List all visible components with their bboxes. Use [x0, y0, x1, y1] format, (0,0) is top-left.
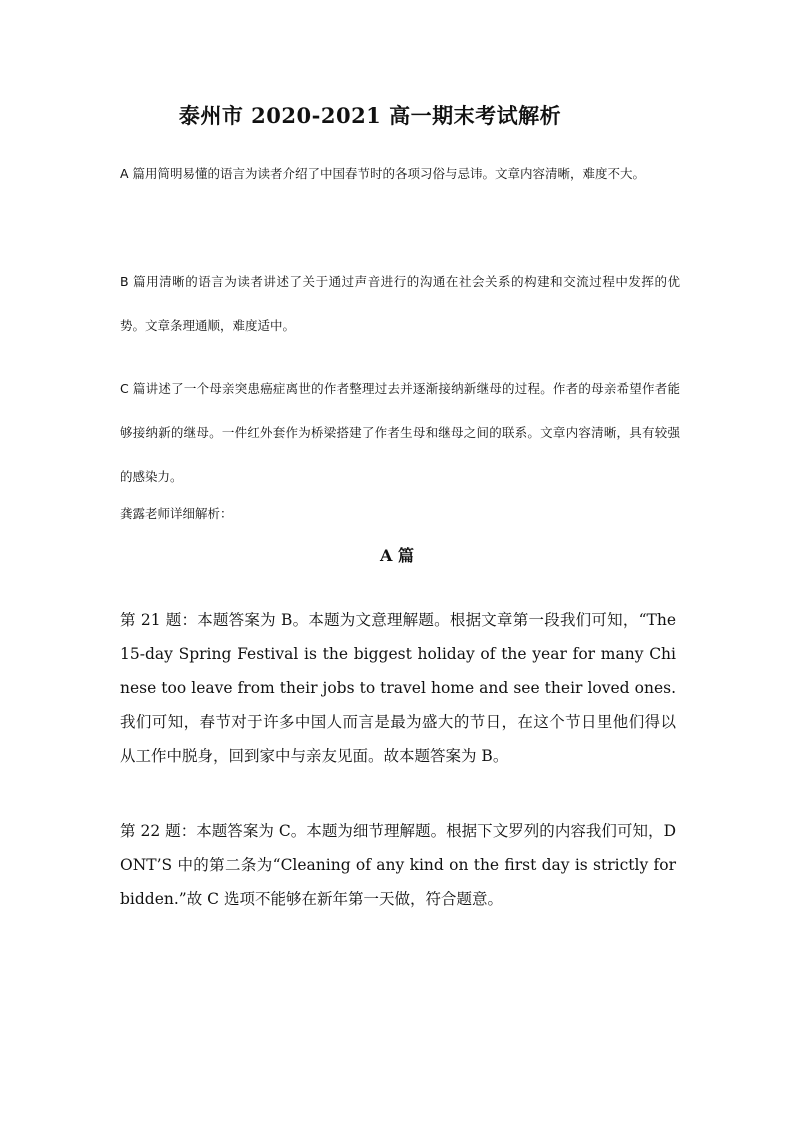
summary-c: C 篇讲述了一个母亲突患癌症离世的作者整理过去并逐渐接纳新继母的过程。作者的母亲希望作者能够接纳新的继母。一件红外套作为桥梁搭建了作者生母和继母之间的联系。文章内容清晰，具有较强的感染力。 — [120, 381, 680, 484]
summary-b: B 篇用清晰的语言为读者讲述了关于通过声音进行的沟通在社会关系的构建和交流过程中发挥的优势。文章条理通顺，难度适中。 — [120, 274, 680, 333]
section-heading-a: A 篇 — [380, 546, 414, 565]
teacher-label: 龚露老师详细解析： — [120, 506, 233, 521]
summary-a: A 篇用简明易懂的语言为读者介绍了中国春节时的各项习俗与忌讳。文章内容清晰，难度不大。 — [120, 166, 646, 181]
document-title: 泰州市 2020-2021 高一期末考试解析 — [178, 103, 562, 128]
question-22-analysis: 第 22 题：本题答案为 C。本题为细节理解题。根据下文罗列的内容我们可知，DONT’S 中的第二条为“Cleaning of any kind on the first day is strictly forbidden.”故 C 选项不能够在新年第一天做，符合题意。 — [120, 822, 676, 908]
question-21-analysis: 第 21 题：本题答案为 B。本题为文意理解题。根据文章第一段我们可知，“The 15-day Spring Festival is the biggest holiday of the year for many Chinese too leave from their jobs to travel home and see their loved ones. 我们可知，春节对于许多中国人而言是最为盛大的节日，在这个节日里他们得以从工作中脱身，回到家中与亲友见面。故本题答案为 B。 — [120, 611, 676, 765]
